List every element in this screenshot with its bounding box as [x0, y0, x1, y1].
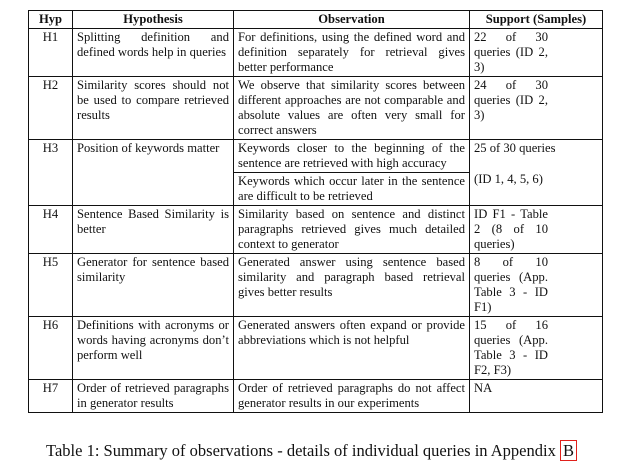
support-cell: [470, 206, 603, 254]
support-text: 8 of 10 queries (App. Table 3 - ID F1): [474, 255, 548, 314]
observation-cell: Order of retrieved paragraphs do not affect generator results in our experiments: [234, 380, 470, 413]
observation-cell: Generated answers often expand or provide abbreviations which is not helpful: [234, 317, 470, 380]
table-row: [29, 140, 603, 173]
table-row: [29, 380, 603, 413]
observation-cell: Similarity based on sentence and distinct paragraphs retrieved gives much detailed context to generator: [234, 206, 470, 254]
table-row: [29, 29, 603, 77]
hyp-id: H6: [29, 317, 73, 380]
support-cell: [470, 254, 603, 317]
observation-cell: For definitions, using the defined word and definition separately for retrieval gives better performance: [234, 29, 470, 77]
hyp-id: H5: [29, 254, 73, 317]
support-text: 24 of 30 queries (ID 2, 3): [474, 78, 548, 122]
hypothesis-cell: Similarity scores should not be used to compare retrieved results: [73, 77, 234, 140]
hypothesis-cell: Generator for sentence based similarity: [73, 254, 234, 317]
hypothesis-cell: Definitions with acronyms or words having acronyms don’t perform well: [73, 317, 234, 380]
support-text: 25 of 30 queries: [474, 141, 556, 155]
observation-cell: We observe that similarity scores between different approaches are not comparable and absolute values are often very small for correct answers: [234, 77, 470, 140]
observation-cell: Keywords which occur later in the sentence are difficult to be retrieved: [234, 173, 470, 206]
support-text: 15 of 16 queries (App. Table 3 - ID F2, F3): [474, 318, 548, 377]
support-text: NA: [474, 381, 493, 395]
table-row: [29, 77, 603, 140]
hyp-id: H4: [29, 206, 73, 254]
caption-text: Table 1: Summary of observations - details of individual queries in Appendix: [46, 441, 560, 460]
hyp-id: H3: [29, 140, 73, 206]
hyp-id: H2: [29, 77, 73, 140]
table-header-row: [29, 11, 603, 29]
hypothesis-cell: Splitting definition and defined words help in queries: [73, 29, 234, 77]
hypothesis-cell: Order of retrieved paragraphs in generator results: [73, 380, 234, 413]
support-cell: [470, 380, 603, 413]
table-row: [29, 317, 603, 380]
observations-table: [28, 10, 603, 413]
header-observation: Observation: [234, 11, 470, 29]
table-row: [29, 206, 603, 254]
support-ids: (ID 1, 4, 5, 6): [474, 172, 543, 186]
header-support: Support (Samples): [470, 11, 603, 29]
appendix-link[interactable]: B: [560, 440, 577, 461]
support-cell: [470, 77, 603, 140]
observation-cell: Generated answer using sentence based similarity and paragraph based retrieval gives better results: [234, 254, 470, 317]
header-hypothesis: Hypothesis: [73, 11, 234, 29]
table-row: [29, 254, 603, 317]
header-hyp: Hyp: [29, 11, 73, 29]
support-text: 22 of 30 queries (ID 2, 3): [474, 30, 548, 74]
table-caption: [0, 441, 623, 461]
support-cell: [470, 140, 603, 206]
hyp-id: H1: [29, 29, 73, 77]
observation-cell: Keywords closer to the beginning of the sentence are retrieved with high accuracy: [234, 140, 470, 173]
hypothesis-cell: Sentence Based Similarity is better: [73, 206, 234, 254]
support-cell: [470, 317, 603, 380]
support-text: ID F1 - Table 2 (8 of 10 queries): [474, 207, 548, 251]
hyp-id: H7: [29, 380, 73, 413]
hypothesis-cell: Position of keywords matter: [73, 140, 234, 206]
support-cell: [470, 29, 603, 77]
